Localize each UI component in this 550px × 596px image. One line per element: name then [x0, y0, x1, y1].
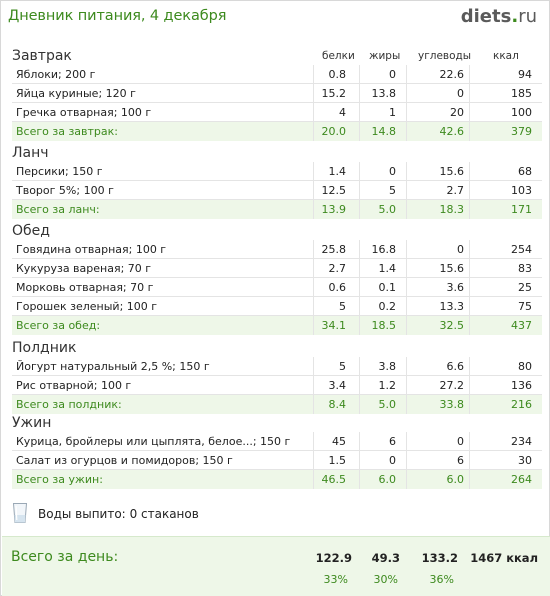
- column-divider: [406, 297, 407, 315]
- food-name: Салат из огурцов и помидоров; 150 г: [16, 454, 233, 467]
- food-fat: 6: [389, 435, 396, 448]
- food-fat: 5: [389, 184, 396, 197]
- food-kcal: 30: [518, 454, 532, 467]
- column-divider: [469, 200, 470, 219]
- total-protein: 20.0: [321, 125, 346, 138]
- column-divider: [406, 162, 407, 180]
- column-divider: [406, 240, 407, 258]
- day-pct-fat: 30%: [373, 573, 398, 586]
- total-fat: 5.0: [378, 203, 396, 216]
- meal-title: Завтрак: [12, 48, 72, 64]
- day-total-protein: 122.9: [315, 551, 352, 565]
- column-divider: [406, 65, 407, 83]
- food-carbs: 0: [457, 435, 464, 448]
- total-carbs: 33.8: [439, 398, 464, 411]
- day-total-kcal: 1467 ккал: [470, 551, 538, 565]
- logo-dot: .: [511, 6, 519, 27]
- food-protein: 3.4: [328, 379, 346, 392]
- food-fat: 1.2: [378, 379, 396, 392]
- food-row[interactable]: [12, 162, 542, 181]
- column-header-fat: жиры: [369, 50, 401, 62]
- food-protein: 4: [339, 106, 346, 119]
- meal-table: [12, 162, 542, 219]
- meal-total-label: Всего за обед:: [16, 319, 101, 332]
- food-protein: 0.8: [328, 68, 346, 81]
- food-name: Курица, бройлеры или цыплята, белое...; 150 г: [16, 435, 291, 448]
- column-divider: [406, 316, 407, 335]
- total-protein: 46.5: [321, 473, 346, 486]
- meal-total-label: Всего за полдник:: [16, 398, 122, 411]
- meal-table: [12, 357, 542, 414]
- meal-title: Обед: [12, 223, 50, 239]
- logo-name: diets: [460, 6, 512, 27]
- food-fat: 0: [389, 68, 396, 81]
- column-divider: [469, 162, 470, 180]
- column-divider: [406, 103, 407, 121]
- food-protein: 2.7: [328, 262, 346, 275]
- column-divider: [469, 451, 470, 469]
- food-protein: 1.5: [328, 454, 346, 467]
- food-name: Рис отварной; 100 г: [16, 379, 132, 392]
- food-name: Йогурт натуральный 2,5 %; 150 г: [16, 360, 210, 373]
- food-name: Персики; 150 г: [16, 165, 103, 178]
- column-divider: [406, 84, 407, 102]
- food-row[interactable]: [12, 240, 542, 259]
- food-name: Говядина отварная; 100 г: [16, 243, 167, 256]
- food-fat: 0.2: [378, 300, 396, 313]
- food-name: Творог 5%; 100 г: [16, 184, 114, 197]
- meal-title: Ланч: [12, 145, 49, 161]
- food-kcal: 103: [511, 184, 532, 197]
- food-kcal: 80: [518, 360, 532, 373]
- column-divider: [406, 181, 407, 199]
- total-kcal: 379: [511, 125, 532, 138]
- food-carbs: 3.6: [446, 281, 464, 294]
- total-fat: 5.0: [378, 398, 396, 411]
- total-fat: 14.8: [371, 125, 396, 138]
- page-title: Дневник питания, 4 декабря: [8, 8, 227, 24]
- column-divider: [406, 376, 407, 394]
- food-name: Гречка отварная; 100 г: [16, 106, 152, 119]
- food-row[interactable]: [12, 451, 542, 470]
- food-name: Горошек зеленый; 100 г: [16, 300, 158, 313]
- column-divider: [469, 259, 470, 277]
- day-total-fat: 49.3: [371, 551, 400, 565]
- food-row[interactable]: [12, 432, 542, 451]
- food-carbs: 2.7: [446, 184, 464, 197]
- food-fat: 0: [389, 454, 396, 467]
- total-fat: 6.0: [378, 473, 396, 486]
- food-name: Морковь отварная; 70 г: [16, 281, 154, 294]
- total-kcal: 171: [511, 203, 532, 216]
- food-name: Кукуруза вареная; 70 г: [16, 262, 152, 275]
- food-carbs: 27.2: [439, 379, 464, 392]
- food-row[interactable]: [12, 357, 542, 376]
- food-carbs: 0: [457, 87, 464, 100]
- column-divider: [469, 316, 470, 335]
- water-value: 0 стаканов: [129, 507, 199, 521]
- meal-total-row: [12, 470, 542, 489]
- food-row[interactable]: [12, 297, 542, 316]
- column-divider: [469, 395, 470, 414]
- column-divider: [469, 470, 470, 489]
- column-header-carbs: углеводы: [418, 50, 472, 62]
- meal-table: [12, 240, 542, 335]
- total-carbs: 42.6: [439, 125, 464, 138]
- meal-total-row: [12, 395, 542, 414]
- meal-total-label: Всего за завтрак:: [16, 125, 119, 138]
- day-pct-protein: 33%: [323, 573, 348, 586]
- food-kcal: 68: [518, 165, 532, 178]
- total-carbs: 6.0: [446, 473, 464, 486]
- total-kcal: 437: [511, 319, 532, 332]
- column-divider: [406, 200, 407, 219]
- column-divider: [406, 122, 407, 141]
- meal-table: [12, 432, 542, 489]
- meal-total-row: [12, 200, 542, 219]
- column-divider: [469, 357, 470, 375]
- meal-table: [12, 65, 542, 141]
- food-kcal: 100: [511, 106, 532, 119]
- column-divider: [406, 278, 407, 296]
- food-carbs: 13.3: [439, 300, 464, 313]
- column-divider: [469, 297, 470, 315]
- total-protein: 8.4: [328, 398, 346, 411]
- column-header-kcal: ккал: [493, 50, 519, 62]
- column-divider: [469, 278, 470, 296]
- column-header-protein: белки: [322, 50, 355, 62]
- total-fat: 18.5: [371, 319, 396, 332]
- column-divider: [406, 259, 407, 277]
- day-pct-carbs: 36%: [429, 573, 454, 586]
- food-kcal: 254: [511, 243, 532, 256]
- food-fat: 16.8: [371, 243, 396, 256]
- column-divider: [406, 470, 407, 489]
- food-fat: 0: [389, 165, 396, 178]
- day-total-box: [2, 536, 550, 596]
- total-protein: 13.9: [321, 203, 346, 216]
- food-kcal: 185: [511, 87, 532, 100]
- food-kcal: 94: [518, 68, 532, 81]
- food-protein: 5: [339, 360, 346, 373]
- day-total-label: Всего за день:: [11, 549, 119, 565]
- column-divider: [469, 240, 470, 258]
- food-kcal: 75: [518, 300, 532, 313]
- food-carbs: 20: [450, 106, 464, 119]
- food-row[interactable]: [12, 278, 542, 297]
- food-protein: 12.5: [321, 184, 346, 197]
- food-kcal: 136: [511, 379, 532, 392]
- food-protein: 0.6: [328, 281, 346, 294]
- column-headers: [12, 47, 542, 67]
- food-row[interactable]: [12, 65, 542, 84]
- food-row[interactable]: [12, 181, 542, 200]
- column-divider: [406, 432, 407, 450]
- food-row[interactable]: [12, 259, 542, 278]
- food-protein: 15.2: [321, 87, 346, 100]
- food-carbs: 15.6: [439, 165, 464, 178]
- food-kcal: 234: [511, 435, 532, 448]
- food-row[interactable]: [12, 84, 542, 103]
- food-protein: 5: [339, 300, 346, 313]
- glass-icon: [12, 502, 28, 524]
- total-carbs: 32.5: [439, 319, 464, 332]
- meal-title: Полдник: [12, 340, 77, 356]
- column-divider: [406, 451, 407, 469]
- column-divider: [469, 103, 470, 121]
- food-name: Яйца куриные; 120 г: [16, 87, 136, 100]
- column-divider: [469, 432, 470, 450]
- column-divider: [469, 122, 470, 141]
- column-divider: [406, 357, 407, 375]
- food-protein: 1.4: [328, 165, 346, 178]
- food-carbs: 6: [457, 454, 464, 467]
- column-divider: [469, 376, 470, 394]
- food-row[interactable]: [12, 103, 542, 122]
- site-logo[interactable]: [461, 6, 537, 27]
- food-carbs: 15.6: [439, 262, 464, 275]
- meal-total-row: [12, 316, 542, 335]
- food-fat: 13.8: [371, 87, 396, 100]
- food-carbs: 0: [457, 243, 464, 256]
- meal-total-label: Всего за ланч:: [16, 203, 100, 216]
- food-row[interactable]: [12, 376, 542, 395]
- column-divider: [469, 65, 470, 83]
- meal-total-label: Всего за ужин:: [16, 473, 103, 486]
- water-section: [12, 501, 312, 527]
- food-carbs: 6.6: [446, 360, 464, 373]
- logo-tld: ru: [518, 6, 537, 27]
- food-kcal: 83: [518, 262, 532, 275]
- meal-total-row: [12, 122, 542, 141]
- food-carbs: 22.6: [439, 68, 464, 81]
- total-carbs: 18.3: [439, 203, 464, 216]
- total-kcal: 264: [511, 473, 532, 486]
- food-kcal: 25: [518, 281, 532, 294]
- day-total-carbs: 133.2: [421, 551, 458, 565]
- water-label: Воды выпито:: [38, 507, 126, 521]
- total-kcal: 216: [511, 398, 532, 411]
- food-name: Яблоки; 200 г: [16, 68, 96, 81]
- water-text: [38, 507, 199, 521]
- column-divider: [406, 395, 407, 414]
- food-protein: 25.8: [321, 243, 346, 256]
- column-divider: [469, 84, 470, 102]
- total-protein: 34.1: [321, 319, 346, 332]
- meal-title: Ужин: [12, 415, 52, 431]
- food-fat: 1.4: [378, 262, 396, 275]
- food-fat: 0.1: [378, 281, 396, 294]
- column-divider: [469, 181, 470, 199]
- food-protein: 45: [332, 435, 346, 448]
- food-fat: 3.8: [378, 360, 396, 373]
- food-fat: 1: [389, 106, 396, 119]
